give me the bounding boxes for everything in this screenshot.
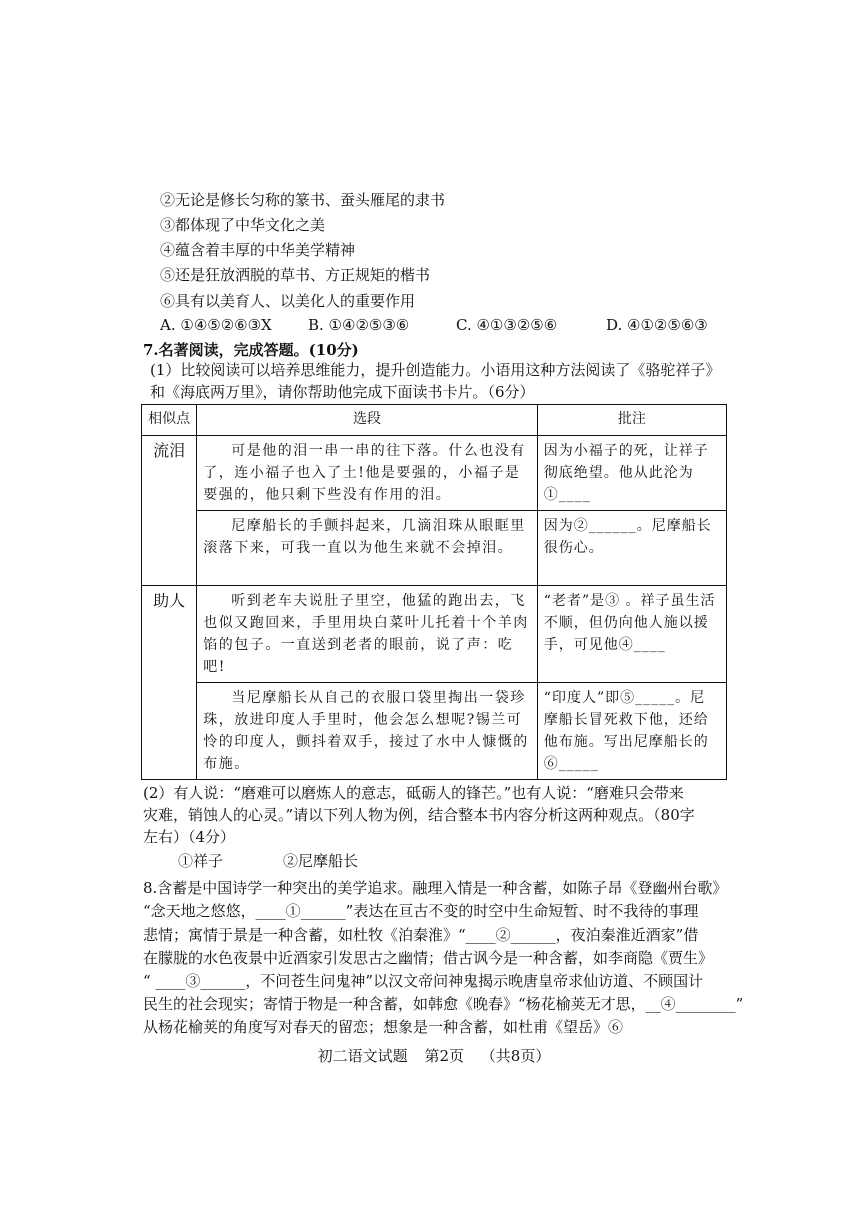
- table-row: [142, 436, 727, 511]
- question-8-line: 民生的社会现实；寄情于物是一种含蓄，如韩愈《晚春》“杨花榆荚无才思，__④________”: [143, 995, 744, 1013]
- question-7-part2-line3: 左右）（4分）: [143, 828, 236, 846]
- choice-a: A. ①④⑤②⑥③X: [160, 316, 272, 334]
- similarity-label-tears: 流泪: [142, 436, 197, 586]
- note-cell: “印度人”即⑤_____。尼摩船长冒死救下他，还给他布施。写出尼摩船长的⑥_____: [537, 683, 726, 780]
- passage-cell: 尼摩船长的手颤抖起来，几滴泪珠从眼眶里滚落下来，可我一直以为他生来就不会掉泪。: [197, 511, 538, 586]
- reading-card-table: [141, 404, 727, 780]
- question-7-part2-line1: (2）有人说：“磨难可以磨炼人的意志，砥砺人的锋芒。”也有人说：“磨难只会带来: [143, 784, 684, 802]
- option-4: ④蕴含着丰厚的中华美学精神: [160, 241, 356, 259]
- option-2: ②无论是修长匀称的篆书、蚕头雁尾的隶书: [160, 191, 446, 209]
- note-cell: 因为②______。尼摩船长很伤心。: [537, 511, 726, 586]
- option-5: ⑤还是狂放洒脱的草书、方正规矩的楷书: [160, 266, 431, 284]
- choice-b: B. ①④②⑤③⑥: [308, 316, 410, 334]
- table-header-row: [142, 405, 727, 436]
- table-row: [142, 511, 727, 586]
- question-8-line: “念天地之悠悠，____①______”表达在亘古不变的时空中生命短暂、时不我待的事理: [143, 902, 699, 920]
- page-footer: [0, 1045, 868, 1066]
- person-xiangzi: ①祥子: [178, 852, 224, 870]
- question-8-line: 8.含蓄是中国诗学一种突出的美学追求。融理入情是一种含蓄，如陈子昂《登幽州台歌》: [143, 879, 728, 897]
- question-7-part1-line1: (1）比较阅读可以培养思维能力，提升创造能力。小语用这种方法阅读了《骆驼祥子》: [150, 361, 721, 379]
- question-7-title: 7.名著阅读，完成答题。(10分): [143, 341, 359, 359]
- note-cell: “老者”是③ 。祥子虽生活不顺，但仍向他人施以援手，可见他④____: [537, 586, 726, 683]
- question-8-line: 从杨花榆荚的角度写对春天的留恋；想象是一种含蓄，如杜甫《望岳》⑥: [143, 1018, 624, 1036]
- header-similarity: 相似点: [142, 405, 197, 436]
- choice-c: C. ④①③②⑤⑥: [456, 316, 558, 334]
- table-row: [142, 683, 727, 780]
- similarity-label-helping: 助人: [142, 586, 197, 780]
- passage-cell: 可是他的泪一串一串的往下落。什么也没有了，连小福子也入了土!他是要强的，小福子是要强的，他只剩下些没有作用的泪。: [197, 436, 538, 511]
- question-8-line: “ ____③______，不问苍生问鬼神”以汉文帝问神鬼揭示晚唐皇帝求仙访道、不顾国计: [143, 972, 704, 990]
- question-7-persons: [178, 851, 358, 871]
- footer-subject: 初二语文试题: [317, 1047, 408, 1065]
- table-row: [142, 586, 727, 683]
- option-6: ⑥具有以美育人、以美化人的重要作用: [160, 292, 416, 310]
- question-7-part1-line2: 和《海底两万里》，请你帮助他完成下面读书卡片。（6分）: [150, 383, 535, 401]
- option-3: ③都体现了中华文化之美: [160, 216, 326, 234]
- header-passage: 选段: [197, 405, 538, 436]
- choice-d: D. ④①②⑤⑥③: [606, 316, 708, 334]
- question-7-part2-line2: 灾难，销蚀人的心灵。”请以下列人物为例，结合整本书内容分析这两种观点。（80字: [143, 806, 695, 824]
- header-note: 批注: [537, 405, 726, 436]
- footer-page-number: 第2页: [424, 1047, 464, 1065]
- note-cell: 因为小福子的死，让祥子彻底绝望。他从此沦为①____: [537, 436, 726, 511]
- footer-total-pages: （共8页）: [480, 1047, 551, 1065]
- passage-cell: 当尼摩船长从自己的衣服口袋里掏出一袋珍珠，放进印度人手里时，他会怎么想呢?锡兰可怜的印度人，颤抖着双手，接过了水中人慷慨的布施。: [197, 683, 538, 780]
- question-8-line: 悲情；寓情于景是一种含蓄，如杜牧《泊秦淮》“____②______，夜泊秦淮近酒家”借: [143, 926, 699, 944]
- question-8-line: 在朦胧的水色夜景中近酒家引发思古之幽情；借古讽今是一种含蓄，如李商隐《贾生》: [143, 949, 714, 967]
- passage-cell: 听到老车夫说肚子里空，他猛的跑出去，飞也似又跑回来，手里用块白菜叶儿托着十个羊肉馅的包子。一直送到老者的眼前，说了声：吃吧!: [197, 586, 538, 683]
- person-nemo: ②尼摩船长: [283, 852, 359, 870]
